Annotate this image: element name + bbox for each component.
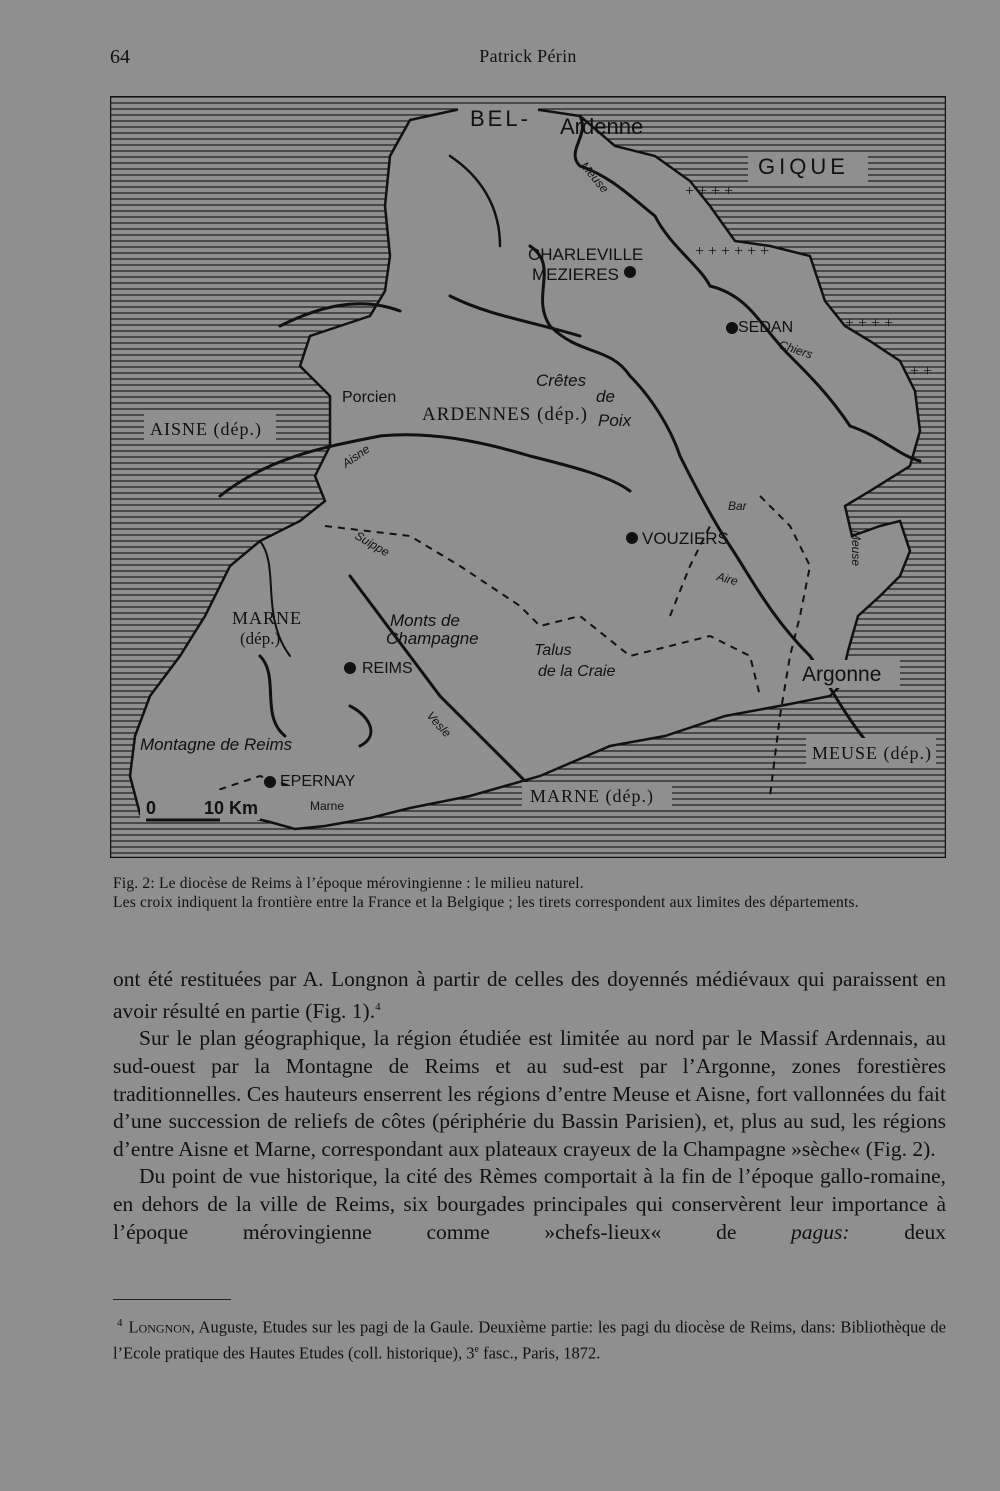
map-label-ardennes-dep: ARDENNES (dép.): [422, 404, 588, 425]
map-label-gique: GIQUE: [758, 154, 849, 179]
map-label-aisne-dep: AISNE (dép.): [150, 419, 262, 439]
running-head-author: Patrick Périn: [479, 46, 577, 66]
map-label-talus: Talus: [534, 642, 572, 659]
sedan-marker: [726, 322, 738, 334]
map-label-meuse-dep: MEUSE (dép.): [812, 743, 932, 763]
footnote-text-end: fasc., Paris, 1872.: [478, 1343, 601, 1362]
scale-km: 10 Km: [204, 798, 259, 818]
paragraph-3-text-b: deux: [849, 1219, 947, 1244]
footnote-sup: e: [474, 1343, 479, 1355]
map-label-monts: Monts de: [390, 611, 460, 630]
map-label-bar: Bar: [728, 499, 747, 513]
map-label-marne-dep: MARNE: [232, 608, 303, 628]
map-label-suippe: Suippe: [352, 528, 392, 560]
footnote-number: 4: [117, 1317, 123, 1329]
svg-text:+ + + +: + + + +: [685, 183, 734, 200]
paragraph-1: [113, 966, 946, 1025]
map-svg: [110, 96, 946, 858]
map-label-marne-south: MARNE (dép.): [530, 786, 654, 806]
map-label-poix: Poix: [598, 411, 632, 430]
footnote-author: Longnon: [128, 1317, 191, 1337]
map-label-porcien: Porcien: [342, 389, 397, 406]
map-label-vouziers: VOUZIERS: [642, 529, 729, 548]
map-label-epernay: EPERNAY: [280, 773, 356, 790]
map-label-mezieres: MEZIERES: [532, 265, 619, 284]
map-label-meuse-north: Meuse: [577, 158, 612, 196]
map-label-de: de: [596, 387, 615, 406]
map-label-aire: Aire: [715, 569, 740, 589]
svg-text:+ +: + +: [910, 363, 933, 380]
paragraph-2: Sur le plan géographique, la région étudiée est limitée au nord par le Massif Ardennais, au sud-ouest par la Montagne de Reims et au sud-est par l’Argonne, zones forestières traditionnelles. Ces hauteurs enserrent les régions d’entre Meuse et Aisne, fort vallonnées du fait d’une succession de reliefs de côtes (périphérie du Bassin Parisien), et, plus au sud, les régions d’entre Aisne et Marne, correspondant aux plateaux crayeux de la Champagne »sèche« (Fig. 2).: [113, 1026, 946, 1161]
running-header: [110, 46, 946, 74]
map-label-sedan: SEDAN: [738, 319, 794, 336]
map-label-reims: REIMS: [362, 660, 413, 677]
charleville-marker: [624, 266, 636, 278]
map-label-craie: de la Craie: [538, 663, 616, 680]
svg-text:+ + + + + +: + + + + + +: [695, 243, 770, 260]
map-label-meuse-east: Meuse: [849, 530, 863, 567]
map-label-marne-river: Marne: [310, 799, 345, 813]
map-label-montagne-reims: Montagne de Reims: [140, 735, 293, 754]
map-label-charleville: CHARLEVILLE: [528, 245, 644, 264]
footnote-ref: 4: [375, 1000, 381, 1013]
paragraph-3-pagus: pagus:: [791, 1219, 850, 1244]
caption-line-1: Fig. 2: Le diocèse de Reims à l’époque mérovingienne : le milieu naturel.: [113, 875, 584, 892]
figure-caption: [113, 874, 945, 912]
caption-line-2: Les croix indiquent la frontière entre la France et la Belgique ; les tirets correspondent aux limites des départements.: [113, 894, 859, 911]
epernay-marker: [264, 776, 276, 788]
reims-marker: [344, 662, 356, 674]
map-label-argonne: Argonne: [802, 663, 882, 686]
body-text: [113, 966, 946, 1246]
page-number: 64: [110, 46, 130, 68]
vouziers-marker: [626, 532, 638, 544]
map-label-cretes: Crêtes: [536, 371, 587, 390]
footnote: [113, 1312, 946, 1364]
paragraph-1-text: ont été restituées par A. Longnon à partir de celles des doyennés médiévaux qui paraissent en avoir résulté en partie (Fig. 1).: [113, 967, 946, 1023]
map-label-bel: BEL-: [470, 106, 531, 131]
map-figure: [110, 96, 946, 858]
map-label-champagne: Champagne: [386, 629, 479, 648]
paragraph-3: [113, 1163, 946, 1246]
map-label-marne-dep-2: (dép.): [240, 629, 281, 648]
map-label-aisne-river: Aisne: [339, 441, 373, 471]
svg-text:+ + + +: + + + +: [845, 315, 894, 332]
map-label-chiers: Chiers: [777, 337, 815, 362]
paragraph-3-text-a: Du point de vue historique, la cité des Rèmes comportait à la fin de l’époque gallo-romaine, en dehors de la ville de Reims, six bourgades principales qui conservèrent leur importance à l’époque mérovingienne comme »chefs-lieux« de: [113, 1164, 946, 1244]
map-label-ardenne: Ardenne: [560, 114, 644, 139]
footnote-rule: [113, 1299, 231, 1300]
scale-zero: 0: [146, 798, 157, 818]
map-label-vesle: Vesle: [423, 708, 454, 740]
footnote-text: , Auguste, Etudes sur les pagi de la Gaule. Deuxième partie: les pagi du diocèse de Reims, dans: Bibliothèque de l’Ecole pratique des Hautes Etudes (coll. historique), 3: [113, 1317, 946, 1362]
